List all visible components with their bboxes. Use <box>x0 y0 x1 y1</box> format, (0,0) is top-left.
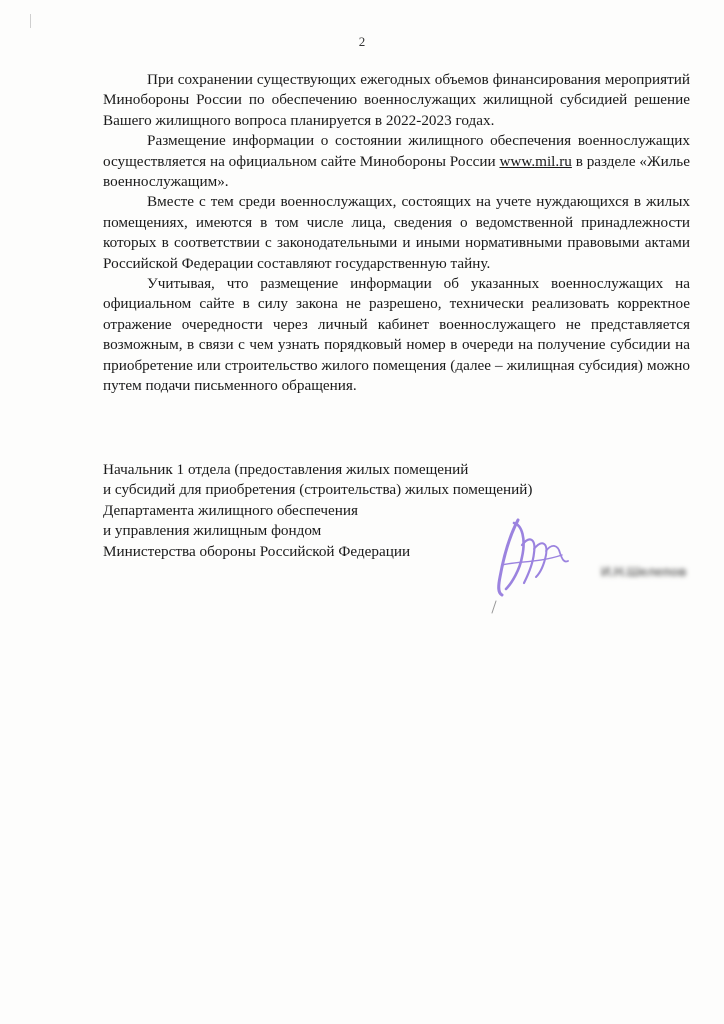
signer-title-line: Министерства обороны Российской Федерации <box>103 542 411 560</box>
paragraph-queue-request: Учитывая, что размещение информации об указанных военнослужащих на официальном сайте в силу закона не разрешено, технически реализовать корректное отражение очередности через личный кабинет военнослужащего не представляется возможным, в связи с чем узнать порядковый номер в очереди на получение субсидии на приобретение или строительство жилого помещения (далее – жилищная субсидия) можно путем подачи письменного обращения. <box>103 275 690 395</box>
signer-title-line: Начальник 1 отдела (предоставления жилых помещений <box>103 461 469 478</box>
website-link[interactable]: www.mil.ru <box>499 152 572 170</box>
paragraph-financing: При сохранении существующих ежегодных объемов финансирования мероприятий Минобороны России по обеспечению военнослужащих жилищной субсидией решение Вашего жилищного вопроса планируется в 2022-2023 годах. <box>103 71 690 129</box>
paragraph-website-text: Размещение информации о состоянии жилищного обеспечения военнослужащих осуществляется на официальном сайте Минобороны России <box>103 132 690 170</box>
letter-body <box>103 70 690 397</box>
scan-edge-mark <box>30 14 31 28</box>
website-section-text: в разделе «Жилье военнослужащим». <box>103 152 690 191</box>
handwritten-signature <box>478 505 578 615</box>
signer-title-line: Департамента жилищного обеспечения <box>103 501 359 519</box>
page-number: 2 <box>358 34 366 49</box>
signer-title-line: и субсидий для приобретения (строительства) жилых помещений) <box>103 481 533 499</box>
signer-name: И.Н.Шелепов <box>601 564 687 579</box>
signer-title-line: и управления жилищным фондом <box>103 522 322 540</box>
paragraph-state-secret: Вместе с тем среди военнослужащих, состоящих на учете нуждающихся в жилых помещениях, имеются в том числе лица, сведения о ведомственной принадлежности которых в соответствии с законодательными и иными нормативными правовыми актами Российской Федерации составляют государственную тайну. <box>103 193 690 272</box>
paragraph-website-info <box>103 131 690 192</box>
